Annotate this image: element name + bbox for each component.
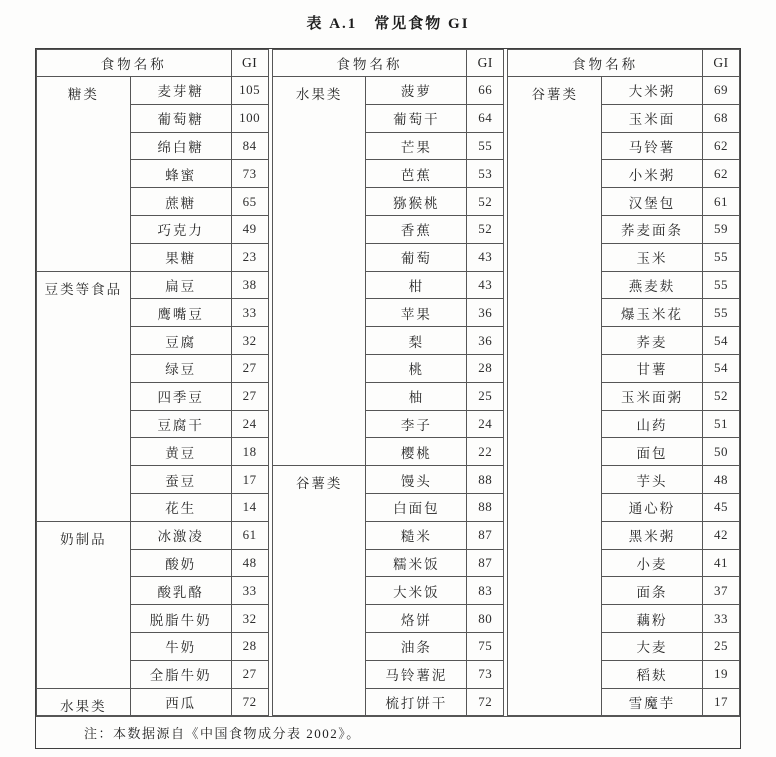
gi-value-cell: 54 (702, 327, 739, 355)
gi-value-cell: 87 (467, 549, 504, 577)
food-name-cell: 梨 (366, 327, 467, 355)
category-cell: 糖类 (37, 77, 131, 272)
gi-value-cell: 17 (702, 688, 739, 716)
food-name-cell: 扁豆 (130, 271, 231, 299)
food-name-cell: 燕麦麸 (602, 271, 703, 299)
gi-value-cell: 18 (231, 438, 268, 466)
gi-value-cell: 42 (702, 521, 739, 549)
food-name-cell: 小麦 (602, 549, 703, 577)
food-name-cell: 大米饭 (366, 577, 467, 605)
food-name-cell: 馒头 (366, 466, 467, 494)
gi-value-cell: 27 (231, 354, 268, 382)
food-name-cell: 香蕉 (366, 215, 467, 243)
gi-value-cell: 17 (231, 466, 268, 494)
food-name-cell: 蜂蜜 (130, 160, 231, 188)
gi-value-cell: 48 (702, 466, 739, 494)
food-name-cell: 糙米 (366, 521, 467, 549)
gi-value-cell: 105 (231, 77, 268, 105)
table-title: 表 A.1 常见食物 GI (306, 16, 470, 32)
gi-value-cell: 37 (702, 577, 739, 605)
food-name-cell: 花生 (130, 493, 231, 521)
food-row (508, 77, 740, 105)
food-name-cell: 葡萄干 (366, 104, 467, 132)
gi-value-cell: 72 (231, 688, 268, 716)
gi-value-cell: 52 (702, 382, 739, 410)
food-name-cell: 糯米饭 (366, 549, 467, 577)
category-cell: 水果类 (37, 688, 131, 716)
gi-table-group-3 (507, 49, 740, 716)
gi-value-cell: 33 (231, 577, 268, 605)
gi-value-cell: 33 (231, 299, 268, 327)
gi-value-cell: 36 (467, 327, 504, 355)
food-name-cell: 牛奶 (130, 632, 231, 660)
food-name-cell: 玉米面粥 (602, 382, 703, 410)
gi-value-cell: 66 (467, 77, 504, 105)
gi-value-cell: 73 (231, 160, 268, 188)
gi-value-cell: 55 (702, 243, 739, 271)
food-name-cell: 绿豆 (130, 354, 231, 382)
gi-value-cell: 48 (231, 549, 268, 577)
food-row (37, 688, 269, 716)
food-name-cell: 冰激凌 (130, 521, 231, 549)
gi-value-cell: 54 (702, 354, 739, 382)
food-name-cell: 酸乳酪 (130, 577, 231, 605)
food-name-cell: 葡萄 (366, 243, 467, 271)
food-name-cell: 油条 (366, 632, 467, 660)
gi-value-cell: 61 (702, 188, 739, 216)
food-name-cell: 藕粉 (602, 605, 703, 633)
food-name-cell: 小米粥 (602, 160, 703, 188)
food-row (37, 521, 269, 549)
gi-value-cell: 38 (231, 271, 268, 299)
food-name-cell: 雪魔芋 (602, 688, 703, 716)
food-name-cell: 汉堡包 (602, 188, 703, 216)
category-cell: 豆类等食品 (37, 271, 131, 521)
food-name-cell: 柑 (366, 271, 467, 299)
food-name-cell: 全脂牛奶 (130, 660, 231, 688)
gi-value-cell: 73 (467, 660, 504, 688)
food-name-cell: 山药 (602, 410, 703, 438)
food-name-cell: 芭蕉 (366, 160, 467, 188)
gi-table (35, 48, 741, 749)
gi-value-cell: 62 (702, 132, 739, 160)
table-groups (36, 49, 740, 716)
header-row (272, 50, 504, 77)
gi-value-cell: 88 (467, 466, 504, 494)
gi-value-cell: 43 (467, 271, 504, 299)
gi-value-cell: 32 (231, 605, 268, 633)
food-name-cell: 麦芽糖 (130, 77, 231, 105)
food-name-cell: 脱脂牛奶 (130, 605, 231, 633)
food-name-cell: 李子 (366, 410, 467, 438)
food-name-cell: 菠萝 (366, 77, 467, 105)
gi-value-cell: 75 (467, 632, 504, 660)
gi-value-cell: 52 (467, 188, 504, 216)
food-name-cell: 荞麦 (602, 327, 703, 355)
gi-value-cell: 61 (231, 521, 268, 549)
gi-value-cell: 65 (231, 188, 268, 216)
food-name-cell: 马铃薯 (602, 132, 703, 160)
food-row (37, 77, 269, 105)
food-name-cell: 四季豆 (130, 382, 231, 410)
gi-value-cell: 28 (231, 632, 268, 660)
food-name-cell: 荞麦面条 (602, 215, 703, 243)
gi-value-cell: 84 (231, 132, 268, 160)
gi-value-cell: 87 (467, 521, 504, 549)
gi-value-cell: 25 (467, 382, 504, 410)
food-name-cell: 芋头 (602, 466, 703, 494)
food-name-cell: 稻麸 (602, 660, 703, 688)
food-name-cell: 大麦 (602, 632, 703, 660)
food-name-cell: 大米粥 (602, 77, 703, 105)
food-name-cell: 巧克力 (130, 215, 231, 243)
gi-value-cell: 14 (231, 493, 268, 521)
gi-value-cell: 36 (467, 299, 504, 327)
header-food-name: 食物名称 (37, 50, 232, 77)
food-name-cell: 梳打饼干 (366, 688, 467, 716)
food-name-cell: 通心粉 (602, 493, 703, 521)
gi-value-cell: 19 (702, 660, 739, 688)
food-name-cell: 桃 (366, 354, 467, 382)
food-name-cell: 猕猴桃 (366, 188, 467, 216)
gi-value-cell: 45 (702, 493, 739, 521)
food-row (272, 77, 504, 105)
gi-value-cell: 59 (702, 215, 739, 243)
food-name-cell: 果糖 (130, 243, 231, 271)
food-name-cell: 面包 (602, 438, 703, 466)
gi-value-cell: 24 (231, 410, 268, 438)
gi-value-cell: 68 (702, 104, 739, 132)
table-footnote: 注：本数据源自《中国食物成分表 2002》。 (36, 716, 740, 748)
food-name-cell: 鹰嘴豆 (130, 299, 231, 327)
food-name-cell: 苹果 (366, 299, 467, 327)
gi-value-cell: 80 (467, 605, 504, 633)
food-name-cell: 西瓜 (130, 688, 231, 716)
header-gi: GI (231, 50, 268, 77)
food-name-cell: 爆玉米花 (602, 299, 703, 327)
gi-value-cell: 22 (467, 438, 504, 466)
food-name-cell: 白面包 (366, 493, 467, 521)
food-name-cell: 芒果 (366, 132, 467, 160)
category-cell: 谷薯类 (272, 466, 366, 716)
food-name-cell: 豆腐 (130, 327, 231, 355)
food-name-cell: 绵白糖 (130, 132, 231, 160)
food-name-cell: 蚕豆 (130, 466, 231, 494)
gi-value-cell: 83 (467, 577, 504, 605)
gi-value-cell: 23 (231, 243, 268, 271)
gi-value-cell: 33 (702, 605, 739, 633)
gi-value-cell: 55 (702, 271, 739, 299)
header-row (37, 50, 269, 77)
header-row (508, 50, 740, 77)
food-name-cell: 黑米粥 (602, 521, 703, 549)
food-name-cell: 面条 (602, 577, 703, 605)
gi-table-group-2 (272, 49, 505, 716)
food-name-cell: 甘薯 (602, 354, 703, 382)
gi-table-group-1 (36, 49, 269, 716)
gi-value-cell: 69 (702, 77, 739, 105)
gi-value-cell: 88 (467, 493, 504, 521)
gi-value-cell: 25 (702, 632, 739, 660)
food-name-cell: 玉米面 (602, 104, 703, 132)
gi-value-cell: 27 (231, 382, 268, 410)
gi-value-cell: 64 (467, 104, 504, 132)
gi-value-cell: 32 (231, 327, 268, 355)
header-gi: GI (702, 50, 739, 77)
header-food-name: 食物名称 (272, 50, 467, 77)
food-row (272, 466, 504, 494)
food-name-cell: 柚 (366, 382, 467, 410)
food-name-cell: 豆腐干 (130, 410, 231, 438)
food-name-cell: 蔗糖 (130, 188, 231, 216)
food-name-cell: 烙饼 (366, 605, 467, 633)
gi-value-cell: 41 (702, 549, 739, 577)
gi-value-cell: 51 (702, 410, 739, 438)
gi-value-cell: 100 (231, 104, 268, 132)
gi-value-cell: 50 (702, 438, 739, 466)
header-gi: GI (467, 50, 504, 77)
gi-value-cell: 55 (467, 132, 504, 160)
gi-value-cell: 62 (702, 160, 739, 188)
category-cell: 水果类 (272, 77, 366, 466)
food-name-cell: 玉米 (602, 243, 703, 271)
category-cell: 谷薯类 (508, 77, 602, 716)
food-name-cell: 酸奶 (130, 549, 231, 577)
category-cell: 奶制品 (37, 521, 131, 688)
header-food-name: 食物名称 (508, 50, 703, 77)
gi-value-cell: 43 (467, 243, 504, 271)
gi-value-cell: 55 (702, 299, 739, 327)
gi-value-cell: 52 (467, 215, 504, 243)
food-name-cell: 黄豆 (130, 438, 231, 466)
gi-value-cell: 49 (231, 215, 268, 243)
gi-value-cell: 24 (467, 410, 504, 438)
gi-value-cell: 53 (467, 160, 504, 188)
food-name-cell: 樱桃 (366, 438, 467, 466)
food-name-cell: 葡萄糖 (130, 104, 231, 132)
gi-value-cell: 72 (467, 688, 504, 716)
food-row (37, 271, 269, 299)
food-name-cell: 马铃薯泥 (366, 660, 467, 688)
gi-value-cell: 27 (231, 660, 268, 688)
gi-value-cell: 28 (467, 354, 504, 382)
